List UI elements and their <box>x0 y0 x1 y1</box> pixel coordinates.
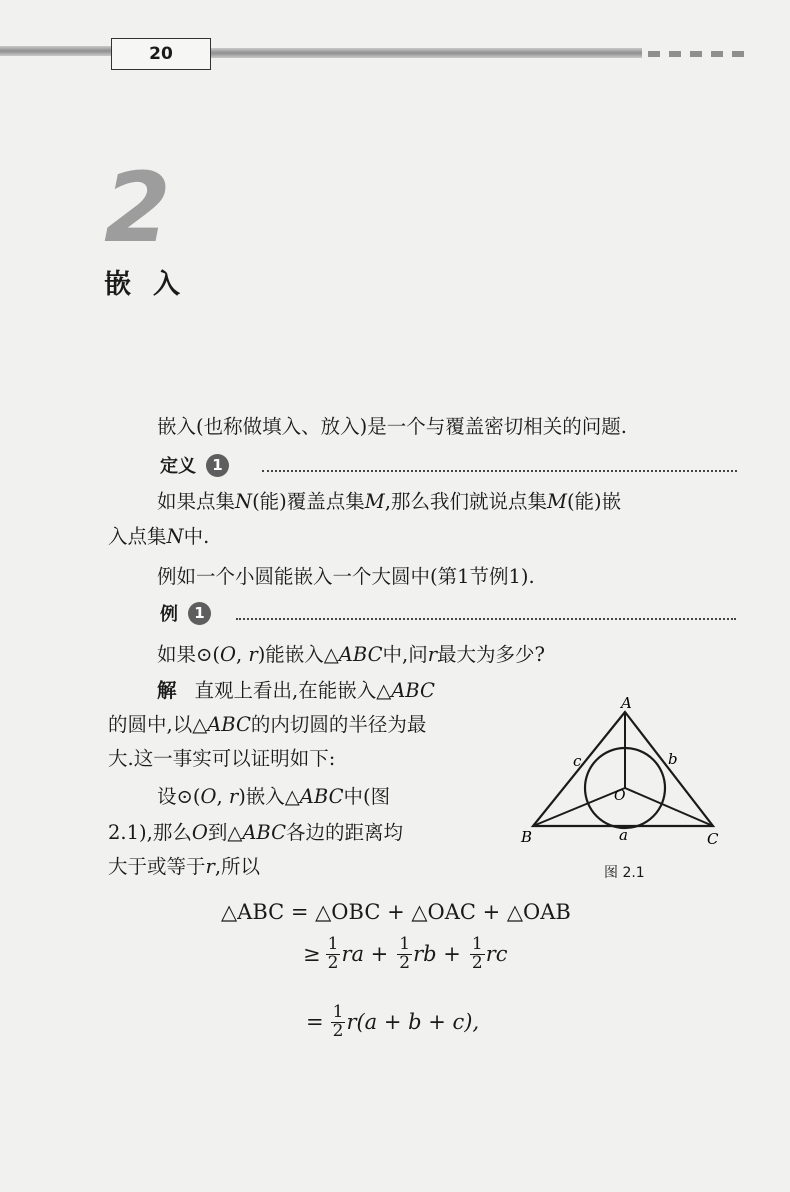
label-A: A <box>621 694 632 712</box>
header-rule-left <box>0 46 112 56</box>
example-leader-dots <box>236 618 736 620</box>
chapter-number: 2 <box>104 152 171 264</box>
label-c: c <box>573 752 582 770</box>
example-label-text: 例 <box>160 604 178 625</box>
label-b: b <box>668 750 678 768</box>
figure-caption: 图 2.1 <box>604 865 645 881</box>
question-line: 如果⊙(O, r)能嵌入△ABC中,问r最大为多少? <box>157 643 545 666</box>
label-a: a <box>619 826 628 844</box>
proof-line-1: 设⊙(O, r)嵌入△ABC中(图 <box>157 785 391 808</box>
header-dashes <box>648 51 744 57</box>
triangle-abc <box>533 712 713 826</box>
solution-line-3: 大.这一事实可以证明如下: <box>108 747 336 770</box>
segment-ob <box>533 788 625 826</box>
definition-line-2: 入点集N中. <box>108 525 210 548</box>
proof-line-2: 2.1),那么O到△ABC各边的距离均 <box>108 821 404 844</box>
label-O: O <box>614 788 626 804</box>
chapter-title: 嵌入 <box>104 269 202 300</box>
fraction-half-2: $\frac{1}{2}$ <box>399 934 411 973</box>
definition-leader-dots <box>262 470 737 472</box>
label-C: C <box>707 830 719 848</box>
proof-line-3: 大于或等于r,所以 <box>108 855 261 878</box>
equation-line-2: ≥ $\frac{1}{2}$ ra + $\frac{1}{2}$ rb + $\frac{1}{2}$ rc <box>303 934 508 973</box>
definition-line-1: 如果点集N(能)覆盖点集M,那么我们就说点集M(能)嵌 <box>157 490 622 513</box>
example-intro: 例如一个小圆能嵌入一个大圆中(第1节例1). <box>157 565 535 588</box>
fraction-half-1: $\frac{1}{2}$ <box>327 934 339 973</box>
equation-line-3: = $\frac{1}{2}$ r(a + b + c), <box>306 1002 480 1041</box>
header-rule-right <box>210 48 642 58</box>
page-number-text: 20 <box>149 44 173 64</box>
solution-label: 解 <box>157 679 177 702</box>
definition-label-text: 定义 <box>160 456 196 477</box>
definition-label <box>160 452 229 478</box>
example-label <box>160 600 211 626</box>
fraction-half-3: $\frac{1}{2}$ <box>471 934 483 973</box>
figure-2-1 <box>515 690 730 850</box>
label-B: B <box>521 828 533 846</box>
example-number-badge: 1 <box>188 602 211 625</box>
definition-number-badge: 1 <box>206 454 229 477</box>
solution-line-2: 的圆中,以△ABC的内切圆的半径为最 <box>108 713 427 736</box>
intro-paragraph: 嵌入(也称做填入、放入)是一个与覆盖密切相关的问题. <box>157 415 627 438</box>
fraction-half-4: $\frac{1}{2}$ <box>332 1002 344 1041</box>
page-number <box>111 38 211 70</box>
equation-line-1-text: △ABC = △OBC + △OAC + △OAB <box>221 900 571 924</box>
equation-line-1 <box>221 900 571 924</box>
solution-line-1: 解 直观上看出,在能嵌入△ABC <box>157 679 435 702</box>
segment-oc <box>625 788 713 826</box>
